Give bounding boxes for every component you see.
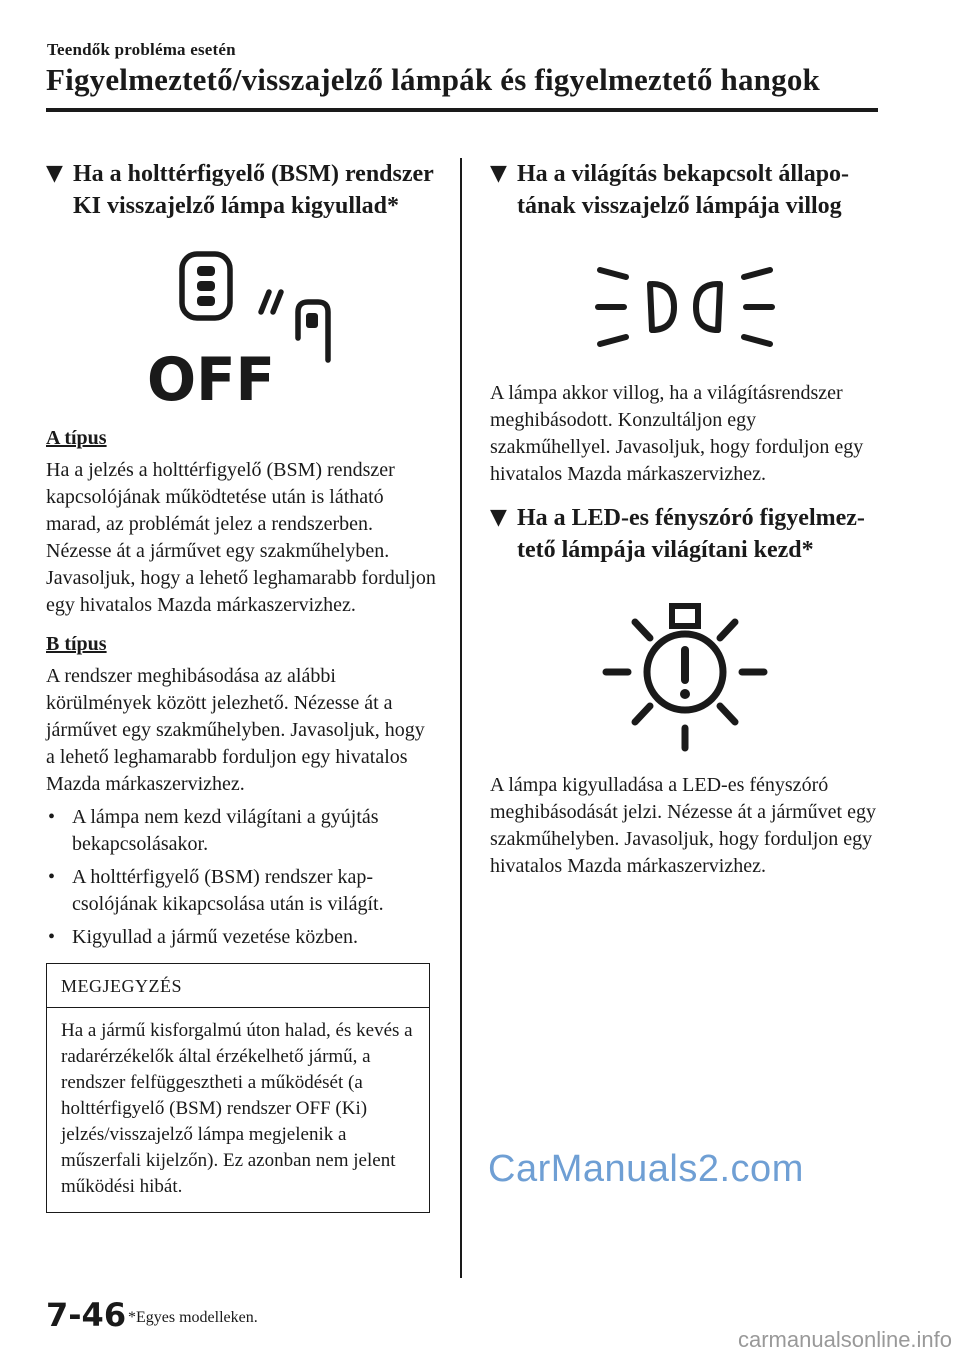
watermark-secondary: carmanualsonline.info [738, 1327, 953, 1352]
type-a-text: Ha a jelzés a holttérfigyelő (BSM) rendszer kapcsolójának működtetése után is látható marad, az problémát jelez a rendszerben. Nézesse át a járművet egy szakműhelyben. Javasoljuk, hogy a lehető leghamarabb forduljon egy hivatalos Mazda márkaszervizhez. [46, 459, 436, 616]
bsm-off-heading-text: Ha a holttérfigyelő (BSM) rendszer KI visszajelző lámpa kigyullad* [73, 161, 434, 219]
title-rule [46, 108, 878, 112]
bsm-off-heading [46, 158, 436, 222]
bullet-list [46, 804, 436, 951]
column-divider [460, 158, 462, 1278]
bullet-icon: • [48, 866, 56, 888]
list-item-text: A lámpa nem kezd világítani a gyújtás bekapcsolásakor. [72, 806, 379, 855]
list-item [46, 804, 436, 858]
page-number: 7-46 [46, 1296, 127, 1334]
led-warning-icon-wrap [490, 602, 880, 752]
bullet-icon: • [48, 926, 56, 948]
led-headlight-warning-icon [600, 602, 770, 752]
list-item [46, 924, 436, 951]
led-warning-heading-text: Ha a LED-es fényszóró figyelmez-tető lámpája világítani kezd* [517, 505, 865, 563]
note-title: MEGJEGYZÉS [47, 964, 429, 1008]
led-warning-heading [490, 502, 880, 566]
left-column [46, 158, 436, 1213]
note-box [46, 963, 430, 1213]
triangle-down-icon: ▼ [46, 161, 63, 186]
type-b-label: B típus [46, 633, 107, 655]
type-b-text: A rendszer meghibásodása az alábbi körülmények között jelezhető. Nézesse át a járművet egy szakműhelyben. Javasoljuk, hogy a lehető leghamarabb forduljon egy hivatalos Mazda márkaszervizhez. [46, 665, 425, 795]
list-item-text: Kigyullad a jármű vezetése közben. [72, 926, 358, 948]
list-item-text: A holttérfigyelő (BSM) rendszer kap-csolójának kikapcsolása után is világít. [72, 866, 384, 915]
list-item [46, 864, 436, 918]
headlight-icon-wrap [490, 262, 880, 352]
headlight-heading-text: Ha a világítás bekapcsolt állapo-tának visszajelző lámpája villog [517, 161, 850, 219]
page-title: Figyelmeztető/visszajelző lámpák és figyelmeztető hangok [46, 62, 820, 97]
right-column [490, 158, 880, 880]
bsm-off-icon-wrap [46, 250, 436, 405]
bsm-off-icon [141, 250, 341, 405]
led-warning-text: A lámpa kigyulladása a LED-es fényszóró meghibásodását jelzi. Nézesse át a járművet egy szakműhelyben. Javasoljuk, hogy forduljon egy hivatalos Mazda márkaszervizhez. [490, 774, 876, 877]
note-text: Ha a jármű kisforgalmú úton halad, és kevés a radarérzékelők által érzékelhető jármű, a rendszer felfüggesztheti a működését (a holttérfigyelő (BSM) rendszer OFF (Ki) jelzés/visszajelző lámpa megjelenik a műszerfali kijelzőn). Ez azonban nem jelent működési hibát. [61, 1020, 413, 1197]
bullet-icon: • [48, 806, 56, 828]
triangle-down-icon: ▼ [490, 505, 507, 530]
footnote: *Egyes modelleken. [128, 1309, 258, 1326]
watermark-primary: CarManuals2.com [488, 1148, 804, 1190]
triangle-down-icon: ▼ [490, 161, 507, 186]
section-supertitle: Teendők probléma esetén [47, 40, 236, 59]
headlight-text: A lámpa akkor villog, ha a világításrendszer meghibásodott. Konzultáljon egy szakműhellyel. Javasoljuk, hogy forduljon egy hivatalos Mazda márkaszervizhez. [490, 382, 864, 485]
headlight-heading [490, 158, 880, 222]
headlight-indicator-icon [590, 262, 780, 352]
svg-text:OFF: OFF [147, 345, 275, 405]
type-a-label: A típus [46, 427, 107, 449]
